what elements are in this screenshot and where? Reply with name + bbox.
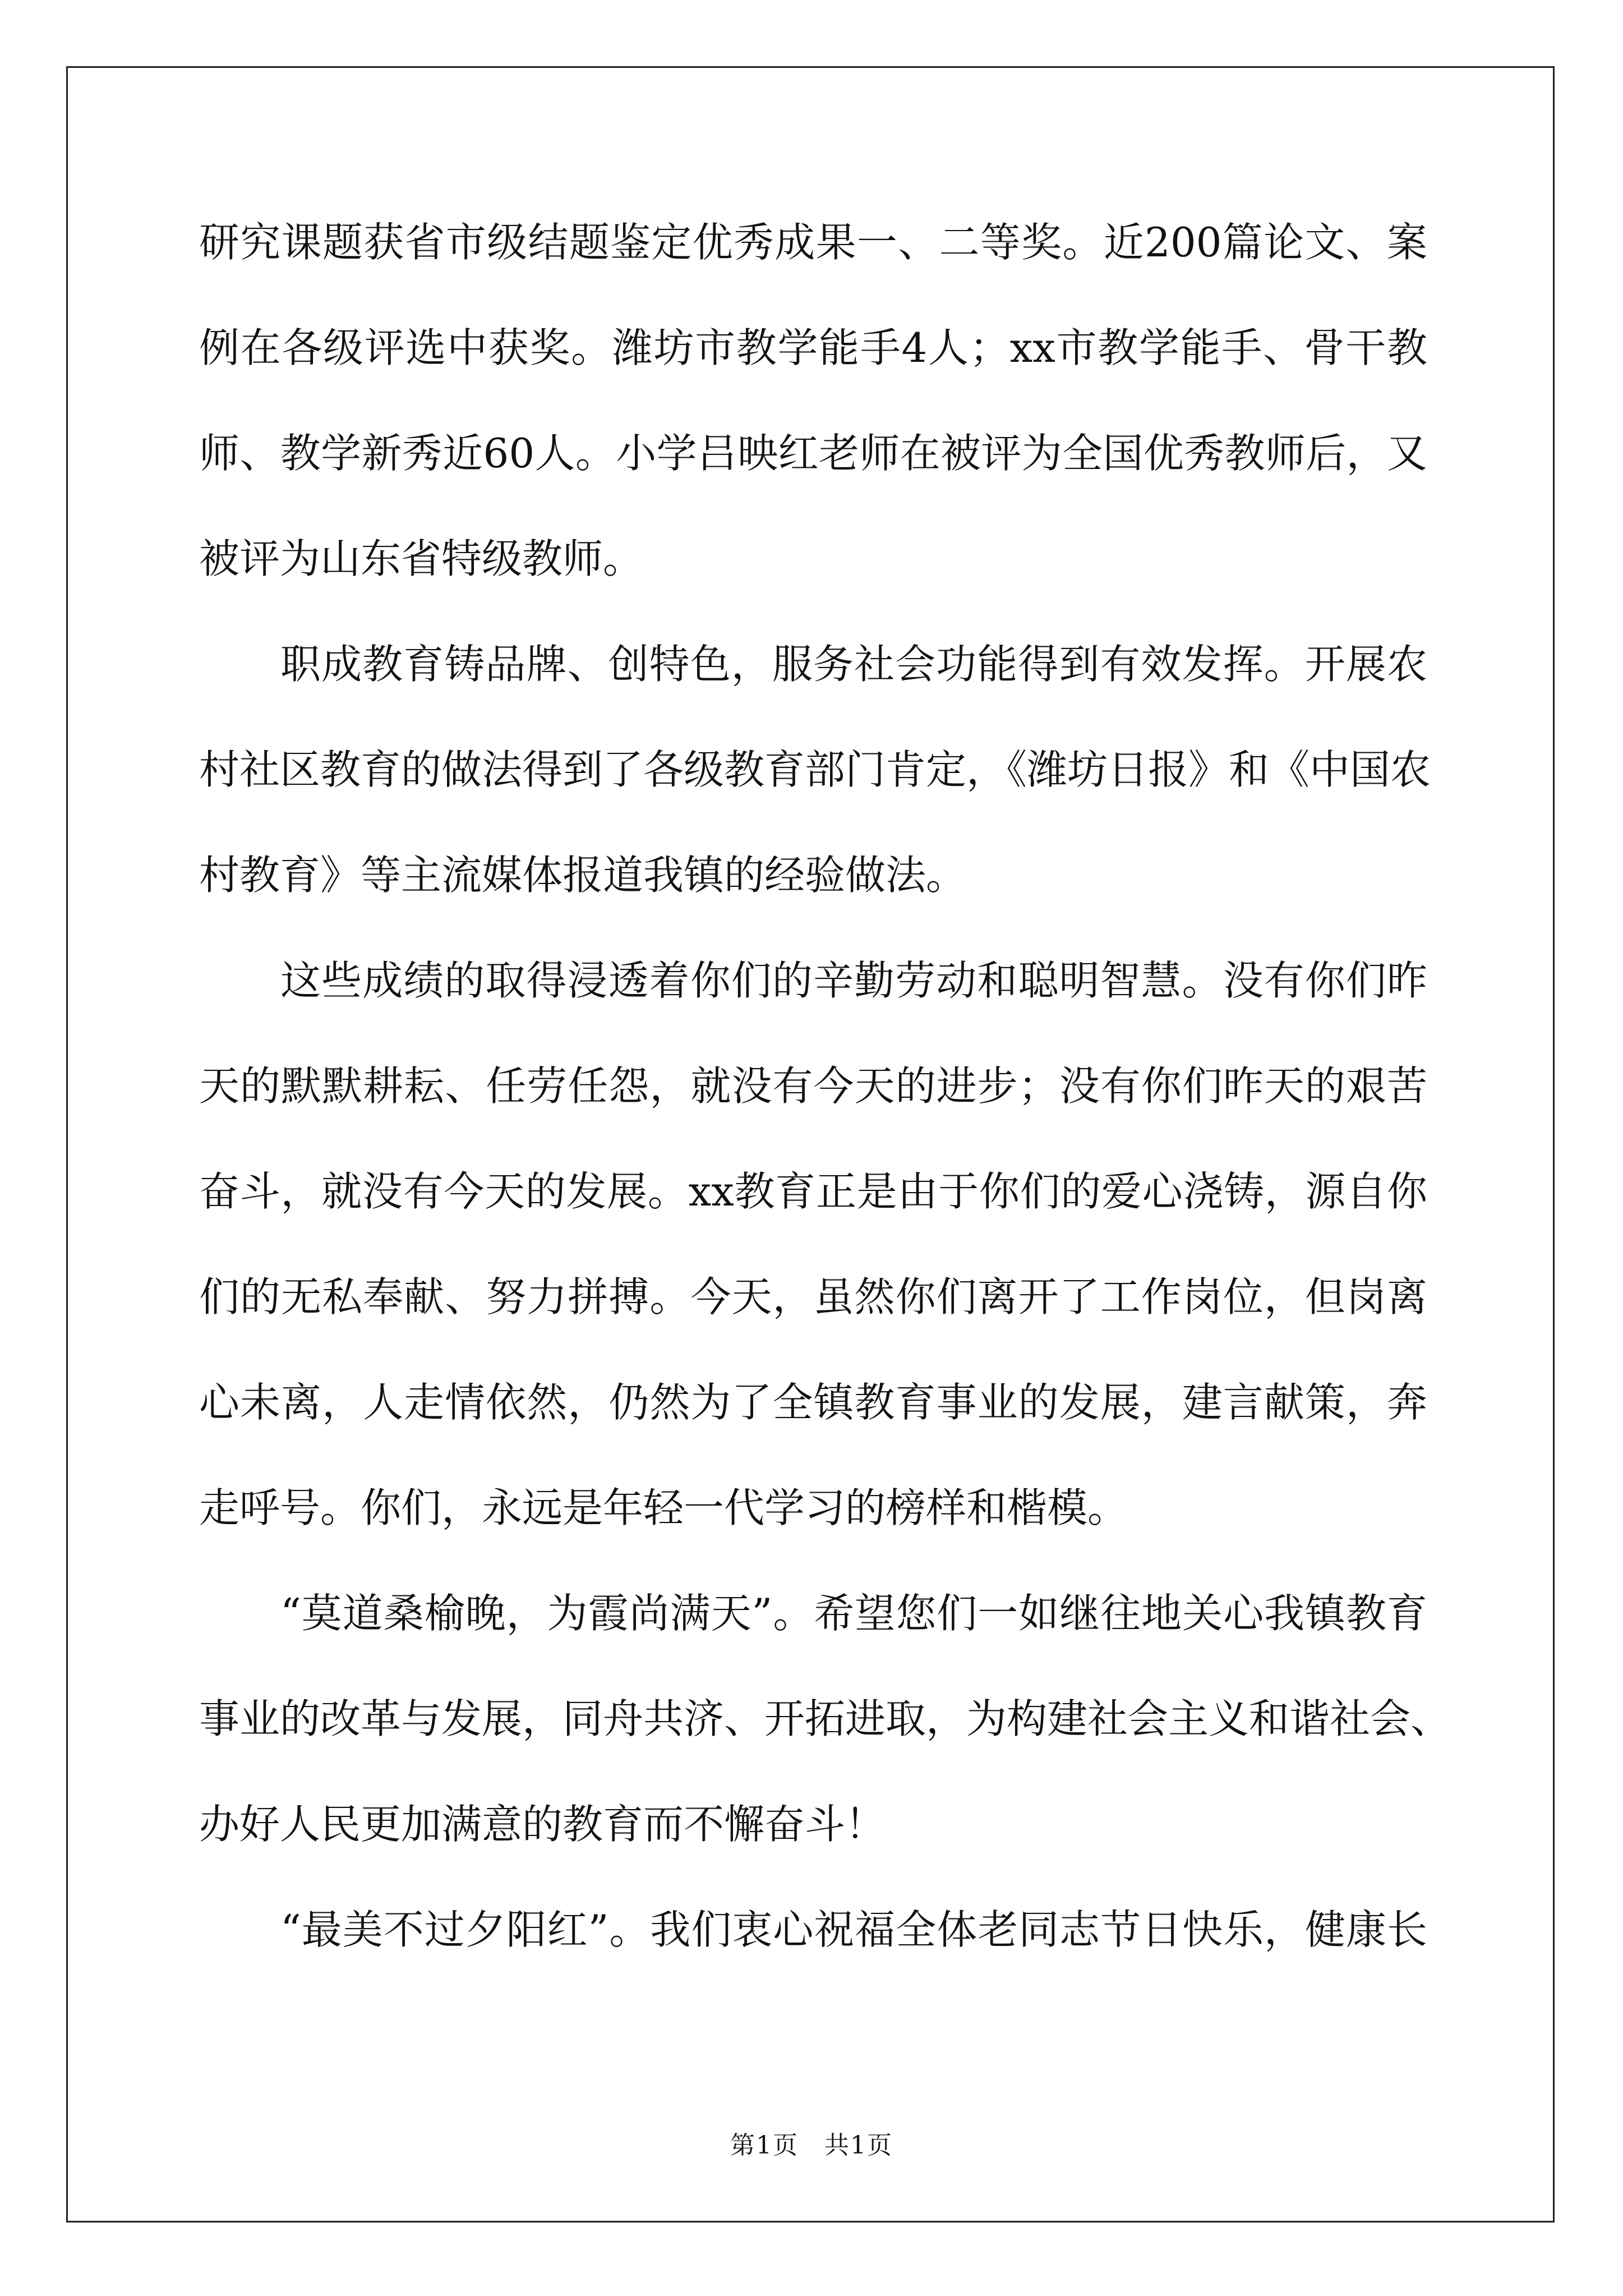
body-line: 天的默默耕耘、任劳任怨，就没有今天的进步；没有你们昨天的艰苦 <box>199 1062 1427 1110</box>
body-line: 被评为山东省特级教师。 <box>199 535 644 582</box>
body-line: 奋斗，就没有今天的发展。xx教育正是由于你们的爱心浇铸，源自你 <box>199 1168 1427 1215</box>
body-line: 例在各级评选中获奖。潍坊市教学能手4人；xx市教学能手、骨干教 <box>199 324 1427 371</box>
body-line: 村社区教育的做法得到了各级教育部门肯定，《潍坊日报》和《中国农 <box>199 746 1431 793</box>
body-line: 事业的改革与发展，同舟共济、开拓进取，为构建社会主义和谐社会、 <box>199 1695 1451 1742</box>
body-line: 师、教学新秀近60人。小学吕映红老师在被评为全国优秀教师后，又 <box>199 430 1427 477</box>
paragraph-first-line: 这些成绩的取得浸透着你们的辛勤劳动和聪明智慧。没有你们昨 <box>280 957 1427 1004</box>
document-body <box>199 214 1451 2007</box>
body-line: 研究课题获省市级结题鉴定优秀成果一、二等奖。近200篇论文、案 <box>199 219 1427 266</box>
body-line: 办好人民更加满意的教育而不懈奋斗！ <box>199 1801 886 1848</box>
body-line: 心未离，人走情依然，仍然为了全镇教育事业的发展，建言献策，奔 <box>199 1379 1427 1426</box>
paragraph-first-line: 职成教育铸品牌、创特色，服务社会功能得到有效发挥。开展农 <box>280 641 1427 688</box>
page-number-footer: 第1页 共1页 <box>730 2131 893 2160</box>
paragraph-first-line: “最美不过夕阳红”。我们衷心祝福全体老同志节日快乐，健康长 <box>280 1906 1427 1953</box>
paragraph-first-line: “莫道桑榆晚，为霞尚满天”。希望您们一如继往地关心我镇教育 <box>280 1590 1427 1637</box>
body-line: 村教育》等主流媒体报道我镇的经验做法。 <box>199 852 967 899</box>
body-line: 走呼号。你们，永远是年轻一代学习的榜样和楷模。 <box>199 1484 1128 1531</box>
body-line: 们的无私奉献、努力拼搏。今天，虽然你们离开了工作岗位，但岗离 <box>199 1273 1427 1320</box>
